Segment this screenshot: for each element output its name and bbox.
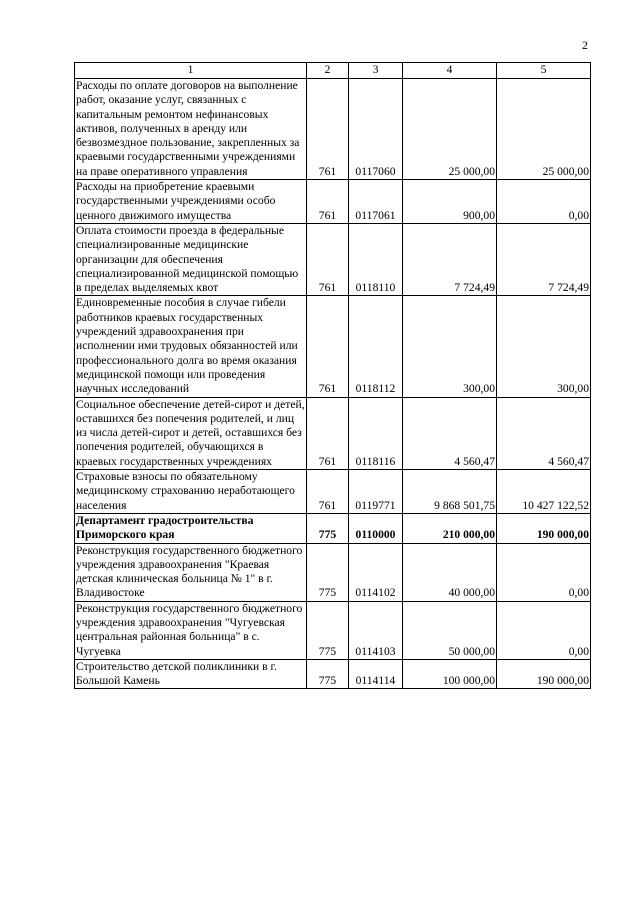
page-number: 2: [582, 38, 588, 52]
row-col-2: 761: [307, 470, 349, 514]
row-col-2: 761: [307, 223, 349, 295]
row-col-3: 0114102: [349, 543, 403, 601]
table-row: [75, 601, 591, 659]
row-col-5: 10 427 122,52: [497, 470, 591, 514]
row-col-4: 900,00: [403, 180, 497, 224]
table-row: [75, 79, 591, 180]
row-col-5: 0,00: [497, 601, 591, 659]
row-col-5: 7 724,49: [497, 223, 591, 295]
row-col-5: 25 000,00: [497, 79, 591, 180]
table-row: [75, 543, 591, 601]
table-row: [75, 296, 591, 397]
row-col-3: 0114114: [349, 659, 403, 689]
row-col-4: 50 000,00: [403, 601, 497, 659]
header-col-3: 3: [349, 63, 403, 79]
row-col-5: 190 000,00: [497, 513, 591, 543]
row-col-5: 0,00: [497, 180, 591, 224]
row-name: Расходы по оплате договоров на выполнение работ, оказание услуг, связанных с капитальным ремонтом нефинансовых активов, полученных в аренду или безвозмездное пользование, закрепленных за краевыми государственными учреждениями на праве оперативного управления: [75, 79, 307, 180]
row-col-2: 775: [307, 513, 349, 543]
header-col-1: 1: [75, 63, 307, 79]
row-col-3: 0118116: [349, 397, 403, 469]
row-col-4: 40 000,00: [403, 543, 497, 601]
row-col-4: 9 868 501,75: [403, 470, 497, 514]
row-name: Реконструкция государственного бюджетного учреждения здравоохранения "Краевая детская клиническая больница № 1" в г. Владивостоке: [75, 543, 307, 601]
row-col-4: 300,00: [403, 296, 497, 397]
row-col-4: 7 724,49: [403, 223, 497, 295]
row-col-5: 0,00: [497, 543, 591, 601]
row-col-5: 190 000,00: [497, 659, 591, 689]
row-col-2: 775: [307, 659, 349, 689]
row-col-5: 4 560,47: [497, 397, 591, 469]
row-col-3: 0119771: [349, 470, 403, 514]
row-col-2: 775: [307, 543, 349, 601]
table-row: [75, 180, 591, 224]
table-row: [75, 513, 591, 543]
row-name: Реконструкция государственного бюджетного учреждения здравоохранения "Чугуевская центральная районная больница" в с. Чугуевка: [75, 601, 307, 659]
row-name: Строительство детской поликлиники в г. Большой Камень: [75, 659, 307, 689]
row-col-2: 761: [307, 180, 349, 224]
row-col-2: 761: [307, 79, 349, 180]
budget-table: [74, 62, 591, 689]
row-col-2: 761: [307, 397, 349, 469]
table-row: [75, 659, 591, 689]
row-col-3: 0110000: [349, 513, 403, 543]
table-row: [75, 470, 591, 514]
table-row: [75, 223, 591, 295]
header-col-4: 4: [403, 63, 497, 79]
row-col-5: 300,00: [497, 296, 591, 397]
row-col-4: 210 000,00: [403, 513, 497, 543]
table-header-row: [75, 63, 591, 79]
row-col-3: 0117061: [349, 180, 403, 224]
row-col-4: 100 000,00: [403, 659, 497, 689]
row-name: Департамент градостроительства Приморского края: [75, 513, 307, 543]
row-col-3: 0118110: [349, 223, 403, 295]
row-name: Страховые взносы по обязательному медицинскому страхованию неработающего населения: [75, 470, 307, 514]
header-col-2: 2: [307, 63, 349, 79]
row-name: Единовременные пособия в случае гибели работников краевых государственных учреждений здравоохранения при исполнении ими трудовых обязанностей или профессионального долга во время оказания медицинской помощи или проведения научных исследований: [75, 296, 307, 397]
header-col-5: 5: [497, 63, 591, 79]
row-name: Оплата стоимости проезда в федеральные специализированные медицинские организации для обеспечения специализированной медицинской помощью в пределах выделяемых квот: [75, 223, 307, 295]
row-col-3: 0114103: [349, 601, 403, 659]
row-col-3: 0117060: [349, 79, 403, 180]
row-col-2: 761: [307, 296, 349, 397]
table-row: [75, 397, 591, 469]
row-name: Расходы на приобретение краевыми государственными учреждениями особо ценного движимого имущества: [75, 180, 307, 224]
row-col-4: 25 000,00: [403, 79, 497, 180]
row-col-2: 775: [307, 601, 349, 659]
row-col-3: 0118112: [349, 296, 403, 397]
row-name: Социальное обеспечение детей-сирот и детей, оставшихся без попечения родителей, и лиц из числа детей-сирот и детей, оставшихся без попечения родителей, обучающихся в краевых государственных учреждениях: [76, 397, 305, 468]
row-col-4: 4 560,47: [403, 397, 497, 469]
